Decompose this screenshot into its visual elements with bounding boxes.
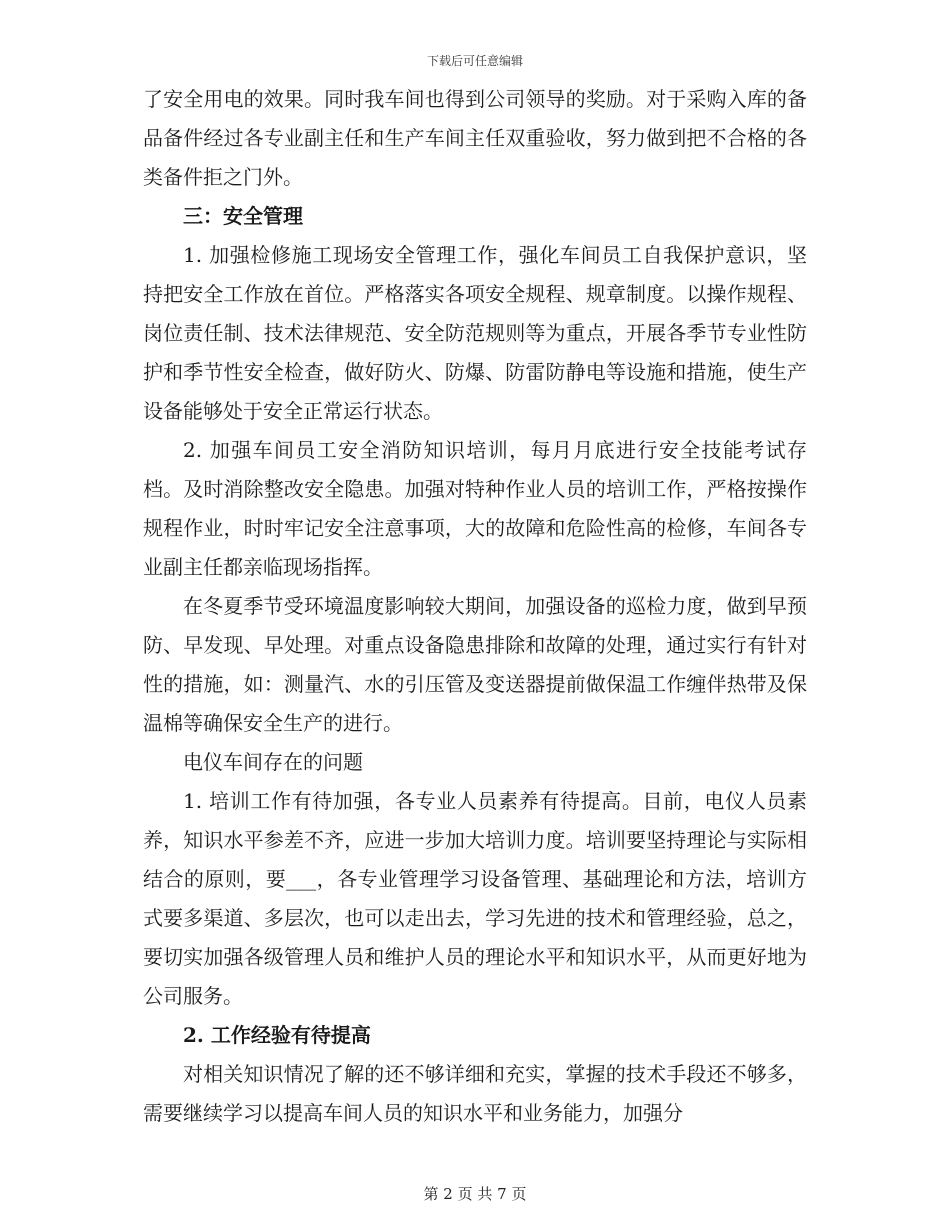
section-heading-problems: 电仪车间存在的问题: [183, 750, 363, 774]
paragraph-safety-2: 2. 加强车间员工安全消防知识培训，每月月底进行安全技能考试存档。及时消除整改安全隐患。加强对特种作业人员的培训工作，严格按操作规程作业，时时牢记安全注意事项，大的故障和危险性高的检修，车间各专业副主任都亲临现场指挥。: [143, 438, 807, 579]
paragraph-continuation: 了安全用电的效果。同时我车间也得到公司领导的奖励。对于采购入库的备品备件经过各专业副主任和生产车间主任双重验收，努力做到把不合格的各类备件拒之门外。: [143, 87, 807, 189]
paragraph-training: 1. 培训工作有待加强，各专业人员素养有待提高。目前，电仪人员素养，知识水平参差不齐，应进一步加大培训力度。培训要坚持理论与实际相结合的原则，要___，各专业管理学习设备管理、基础理论和方法，培训方式要多渠道、多层次，也可以走出去，学习先进的技术和管理经验，总之，要切实加强各级管理人员和维护人员的理论水平和知识水平，从而更好地为公司服务。: [143, 789, 807, 1008]
section-heading-experience: 2. 工作经验有待提高: [183, 1023, 371, 1047]
page-number: 第 2 页 共 7 页: [423, 1185, 527, 1203]
paragraph-experience: 对相关知识情况了解的还不够详细和充实，掌握的技术手段还不够多，需要继续学习以提高车间人员的知识水平和业务能力，加强分: [143, 1062, 807, 1125]
paragraph-seasonal: 在冬夏季节受环境温度影响较大期间，加强设备的巡检力度，做到早预防、早发现、早处理。对重点设备隐患排除和故障的处理，通过实行有针对性的措施，如：测量汽、水的引压管及变送器提前做保温工作缠伴热带及保温棉等确保安全生产的进行。: [143, 594, 807, 735]
paragraph-safety-1: 1. 加强检修施工现场安全管理工作，强化车间员工自我保护意识，坚持把安全工作放在首位。严格落实各项安全规程、规章制度。以操作规程、岗位责任制、技术法律规范、安全防范规则等为重点，开展各季节专业性防护和季节性安全检查，做好防火、防爆、防雷防静电等设施和措施，使生产设备能够处于安全正常运行状态。: [143, 243, 807, 423]
header-note: 下载后可任意编辑: [426, 54, 523, 68]
section-heading-safety: 三：安全管理: [183, 204, 303, 228]
document-body: [143, 80, 807, 1133]
